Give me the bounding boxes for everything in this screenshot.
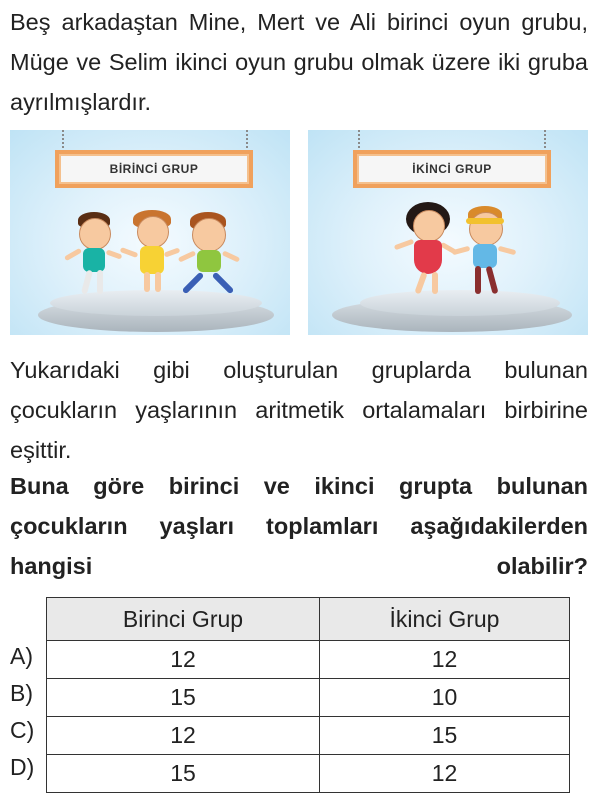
table-row[interactable] — [47, 717, 570, 755]
table-header-row — [47, 598, 570, 641]
statement-text: Yukarıdaki gibi oluşturulan gruplarda bulunan çocukların yaşlarının aritmetik ortalamaları birbirine eşittir. — [10, 357, 588, 463]
first-group-sign: BİRİNCİ GRUP — [55, 150, 253, 188]
second-group-value: 12 — [320, 755, 570, 793]
option-label-a[interactable]: A) — [10, 643, 33, 669]
first-group-value: 15 — [47, 679, 320, 717]
child-figure — [182, 212, 242, 302]
option-label-b[interactable]: B) — [10, 680, 33, 706]
second-group-value: 15 — [320, 717, 570, 755]
sign-chain — [246, 130, 251, 152]
first-group-value: 12 — [47, 641, 320, 679]
sign-chain — [62, 130, 67, 152]
second-group-value: 12 — [320, 641, 570, 679]
answer-table — [46, 597, 570, 793]
second-group-value: 10 — [320, 679, 570, 717]
first-group-value: 12 — [47, 717, 320, 755]
column-header-second-group: İkinci Grup — [320, 598, 570, 641]
second-group-illustration — [308, 130, 588, 335]
question-text: Buna göre birinci ve ikinci grupta bulunan çocukların yaşları toplamları aşağıdakilerden hangisi olabilir? — [10, 473, 588, 579]
intro-text: Beş arkadaştan Mine, Mert ve Ali birinci oyun grubu, Müge ve Selim ikinci oyun grubu olmak üzere iki gruba ayrılmışlardır. — [10, 9, 588, 115]
child-figure — [128, 210, 178, 300]
child-figure — [404, 202, 454, 302]
first-group-illustration — [10, 130, 290, 335]
option-label-c[interactable]: C) — [10, 717, 35, 743]
table-row[interactable] — [47, 755, 570, 793]
child-figure — [460, 206, 510, 302]
sign-chain — [358, 130, 363, 152]
column-header-first-group: Birinci Grup — [47, 598, 320, 641]
child-figure — [70, 212, 120, 302]
table-row[interactable] — [47, 641, 570, 679]
first-group-value: 15 — [47, 755, 320, 793]
second-group-sign: İKİNCİ GRUP — [353, 150, 551, 188]
table-row[interactable] — [47, 679, 570, 717]
option-label-d[interactable]: D) — [10, 754, 35, 780]
sign-chain — [544, 130, 549, 152]
